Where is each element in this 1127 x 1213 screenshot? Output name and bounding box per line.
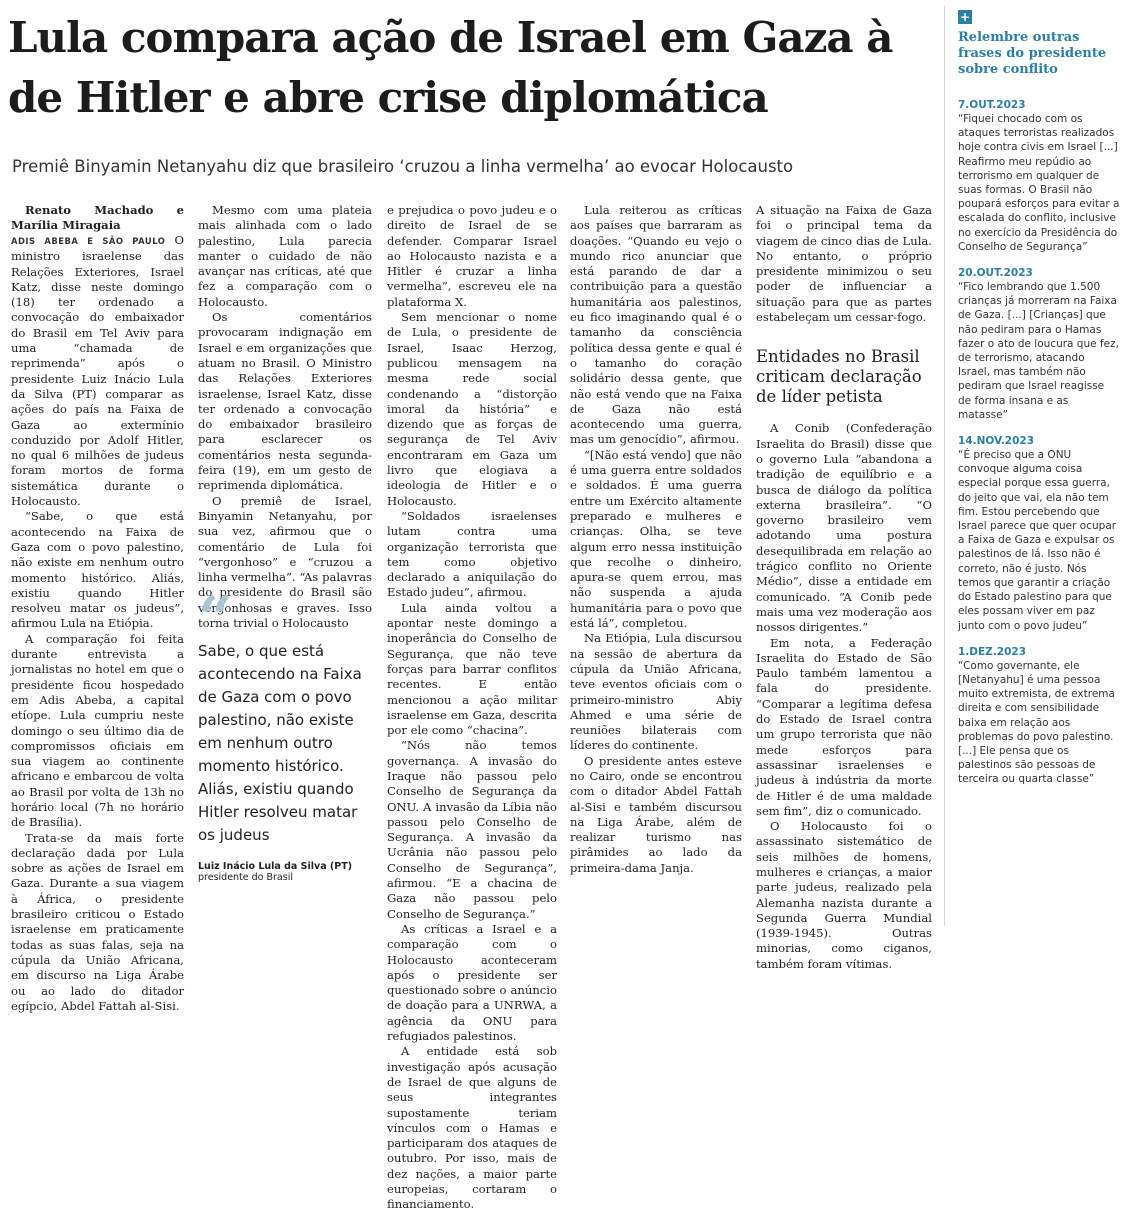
entry-text: “Fico lembrando que 1.500 crianças já morreram na Faixa de Gaza. [...] [Crianças] que não pediram para o Hamas fazer o ato de loucura que fez, de terrorismo, atacando Israel, mas também não pediram que Israel reagisse de forma insana e as matasse” bbox=[958, 281, 1119, 421]
article-paragraph: “[Não está vendo] que não é uma guerra entre soldados e soldados. É uma guerra entre um Exército altamente preparado e mulheres e crianças. Olha, se teve algum erro nessa instituição que recolhe o dinheiro, apura-se quem errou, mas não suspenda a ajuda humanitária para o povo que está lá”, completou. bbox=[570, 447, 742, 631]
article-paragraph: O premiê de Israel, Binyamin Netanyahu, por sua vez, afirmou que o comentário de Lula foi “vergonhoso” e “cruzou a linha vermelha”. “As palavras do presidente do Brasil são vergonhosas e graves. Isso torna trivial o Holocausto bbox=[198, 493, 372, 631]
article-paragraph: Mesmo com uma plateia mais alinhada com o lado palestino, Lula parecia manter o cuidado de não avançar nas críticas, até que fez a comparação com o Holocausto. bbox=[198, 203, 372, 309]
article-paragraph: A Conib (Confederação Israelita do Brasil) disse que o governo Lula “abandona a tradição de equilíbrio e a busca de diálogo da política externa brasileira”. “O governo brasileiro vem adotando uma postura desequilibrada em relação ao trágico conflito no Oriente Médio”, disse a entidade em comunicado. “A Conib pede mais uma vez moderação aos nossos dirigentes.” bbox=[756, 421, 932, 635]
entry-date: 14.NOV.2023 bbox=[958, 435, 1035, 448]
article-paragraph: “Soldados israelenses lutam contra uma organização terrorista que tem como objetivo declarado a aniquilação do Estado judeu”, afirmou. bbox=[387, 508, 557, 600]
entry-date: 7.OUT.2023 bbox=[958, 99, 1026, 111]
byline: Renato Machado e Marília Miragaia bbox=[11, 203, 184, 232]
article-paragraph: As críticas a Israel e a comparação com o Holocausto aconteceram após o presidente ser questionado sobre o anúncio de doação para a UNRWA, a agência da ONU para refugiados palestinos. bbox=[387, 921, 557, 1044]
article-paragraph: “Sabe, o que está acontecendo na Faixa de Gaza com o povo palestino, não existe em nenhum outro momento histórico. Aliás, existiu quando Hitler resolveu matar os judeus”, afirmou Lula na Etiópia. bbox=[11, 509, 184, 631]
entry-text: “Fiquei chocado com os ataques terroristas realizados hoje contra civis em Israel [...] Reafirmo meu repúdio ao terrorismo em qualquer de suas formas. O Brasil não poupará esforços para evitar a escalada do conflito, inclusive no exercício da Presidência do Conselho de Segurança” bbox=[958, 113, 1120, 253]
pull-quote-author: Luiz Inácio Lula da Silva (PT) bbox=[198, 861, 353, 872]
pull-quote bbox=[198, 584, 372, 883]
article-paragraph: A situação na Faixa de Gaza foi o principal tema da viagem de cinco dias de Lula. No entanto, o próprio presidente minimizou o seu poder de influenciar a situação para que as partes estabeleçam um cessar-fogo. bbox=[756, 203, 932, 325]
pull-quote-role: presidente do Brasil bbox=[198, 872, 293, 883]
quote-entry bbox=[958, 266, 1120, 422]
quote-entry bbox=[958, 98, 1120, 254]
headline: Lula compara ação de Israel em Gaza à de Hitler e abre crise diplomática bbox=[8, 13, 893, 122]
quote-mark-icon: “ bbox=[198, 584, 233, 654]
pull-quote-text: Sabe, o que está acontecendo na Faixa de Gaza com o povo palestino, não existe em nenhum outro momento histórico. Aliás, existiu quando Hitler resolveu matar os judeus bbox=[198, 642, 362, 844]
plus-icon: + bbox=[959, 10, 971, 24]
quote-entry bbox=[958, 434, 1120, 633]
entry-text: “É preciso que a ONU convoque alguma coisa especial porque essa guerra, do jeito que vai, ela não tem fim. Estou percebendo que Israel parece que quer ocupar a Faixa de Gaza e expulsar os palestinos de lá. Isso não é correto, não é justo. Nós temos que garantir a criação do Estado palestino para que eles possam viver em paz junto com o povo judeu” bbox=[958, 449, 1117, 632]
article-paragraph: Em nota, a Federação Israelita do Estado de São Paulo também lamentou a fala do presidente. “Comparar a legítima defesa do Estado de Israel contra um grupo terrorista que não mede esforços para assassinar israelenses e judeus à indústria da morte de Hitler é de uma maldade sem fim”, diz o comunicado. bbox=[756, 635, 932, 818]
entry-text: “Como governante, ele [Netanyahu] é uma pessoa muito extremista, de extrema direita e com sensibilidade baixa em relação aos problemas do povo palestino. [...] Ele pensa que os palestinos são pessoas de terceira ou quarta classe” bbox=[958, 659, 1115, 786]
article-column-5 bbox=[756, 203, 932, 971]
article-paragraph: O presidente antes esteve no Cairo, onde se encontrou com o ditador Abdel Fattah al-Sisi e também discursou na Liga Árabe, além de realizar turismo nas pirâmides ao lado da primeira-dama Janja. bbox=[570, 753, 742, 875]
entry-date: 1.DEZ.2023 bbox=[958, 645, 1027, 658]
article-column-4 bbox=[570, 203, 742, 925]
quote-entry bbox=[958, 645, 1120, 787]
dateline: ADIS ABEBA E SÃO PAULO bbox=[11, 236, 166, 246]
article-paragraph: Sem mencionar o nome de Lula, o presidente de Israel, Isaac Herzog, publicou mensagem na mesma rede social condenando a “distorção imoral da história” e dizendo que as forças de segurança de Tel Aviv encontraram em Gaza um livro que elogiava a ideologia de Hitler e o Holocausto. bbox=[387, 310, 557, 508]
article-column-1 bbox=[11, 203, 184, 1013]
article-paragraph: “Nós não temos governança. A invasão do Iraque não passou pelo Conselho de Segurança da ONU. A invasão da Líbia não passou pelo Conselho de Segurança. A invasão da Ucrânia não passou pelo Conselho de Segurança”, afirmou. “E a chacina de Gaza não passou pelo Conselho de Segurança.” bbox=[387, 738, 557, 921]
article-column-3 bbox=[387, 203, 557, 1212]
article-paragraph bbox=[11, 233, 184, 509]
article-paragraph: e prejudica o povo judeu e o direito de Israel de se defender. Comparar Israel ao Holocausto nazista e a Hitler é cruzar a linha vermelha”, escreveu ele na plataforma X. bbox=[387, 203, 557, 309]
sidebar-title: Relembre outras frases do presidente sobre conflito bbox=[958, 30, 1107, 77]
article-paragraph: Lula ainda voltou a apontar neste domingo a inoperância do Conselho de Segurança, que não teve forças para barrar conflitos recentes. E então mencionou a ação militar israelense em Gaza, descrita por ele como “chacina”. bbox=[387, 600, 557, 738]
sidebar-divider bbox=[944, 6, 945, 926]
sidebar-entries bbox=[958, 98, 1120, 787]
article-paragraph: A entidade está sob investigação após acusação de Israel de que alguns de seus integrantes supostamente teriam vínculos com o Hamas e participaram dos ataques de outubro. Por isso, mais de dez nações, a maior parte europeias, cortaram o financiamento. bbox=[387, 1044, 557, 1212]
article-paragraph: Na Etiópia, Lula discursou na sessão de abertura da cúpula da União Africana, teve eventos oficiais com o primeiro-ministro Abiy Ahmed e uma série de reuniões bilaterais com líderes do continente. bbox=[570, 631, 742, 753]
article-paragraph: Os comentários provocaram indignação em Israel e em organizações que atuam no Brasil. O Ministro das Relações Exteriores israelense, Israel Katz, disse ter ordenado a convocação do embaixador brasileiro para esclarecer os comentários nesta segunda-feira (19), em um gesto de reprimenda diplomática. bbox=[198, 310, 372, 493]
article-paragraph: A comparação foi feita durante entrevista a jornalistas no hotel em que o presidente ficou hospedado em Adis Abeba, a capital etíope. Lula cumpriu neste domingo o seu último dia de compromissos oficiais em sua viagem ao continente africano e embarcou de volta ao Brasil por volta de 13h no horário local (7h no horário de Brasília). bbox=[11, 631, 184, 830]
entry-date: 20.OUT.2023 bbox=[958, 267, 1033, 280]
article-column-2 bbox=[198, 203, 372, 631]
article-paragraph: O Holocausto foi o assassinato sistemático de seis milhões de homens, mulheres e crianças, a maior parte judeus, realizado pela Alemanha nazista durante a Segunda Guerra Mundial (1939-1945). Outras minorias, como ciganos, também foram vítimas. bbox=[756, 819, 932, 971]
section-subhead: Entidades no Brasil criticam declaração de líder petista bbox=[756, 347, 922, 407]
deck: Premiê Binyamin Netanyahu diz que brasileiro ‘cruzou a linha vermelha’ ao evocar Holocausto bbox=[12, 157, 794, 176]
article-paragraph: Trata-se da mais forte declaração dada por Lula sobre as ações de Israel em Gaza. Durante a sua viagem à África, o presidente brasileiro criticou o Estado israelense em praticamente todas as suas falas, seja na cúpula da União Africana, em discurso na Liga Árabe ou ao lado do ditador egípcio, Abdel Fattah al-Sisi. bbox=[11, 830, 184, 1013]
paragraph-text: O ministro israelense das Relações Exteriores, Israel Katz, disse neste domingo (18) ter ordenado a convocação do embaixador do Brasil em Tel Aviv para uma “chamada de reprimenda” após o presidente Luiz Inácio Lula da Silva (PT) comparar as ações do país na Faixa de Gaza ao extermínio conduzido por Adolf Hitler, no qual 6 milhões de judeus foram mortos de forma sistemática durante o Holocausto. bbox=[11, 233, 184, 509]
article-paragraph: Lula reiterou as críticas aos países que barraram as doações. “Quando eu vejo o mundo rico anunciar que está parando de dar a contribuição para a questão humanitária aos palestinos, eu fico imaginando qual é o tamanho da consciência política dessa gente e qual é o tamanho do coração solidário dessa gente, que não está vendo que na Faixa de Gaza não está acontecendo uma guerra, mas um genocídio”, afirmou. bbox=[570, 203, 742, 447]
sidebar bbox=[958, 10, 1120, 799]
